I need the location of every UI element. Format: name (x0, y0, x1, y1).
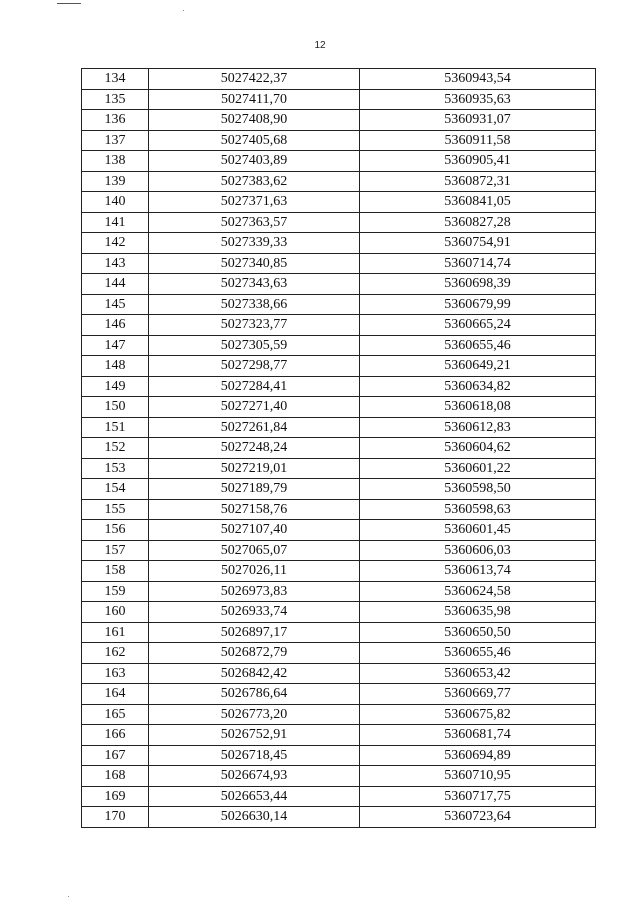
table-row (82, 151, 596, 172)
y-coordinate-cell: 5360635,98 (360, 602, 596, 623)
x-coordinate-cell: 5026933,74 (149, 602, 360, 623)
point-number-cell: 141 (82, 212, 149, 233)
point-number-cell: 169 (82, 786, 149, 807)
point-number-cell: 154 (82, 479, 149, 500)
x-coordinate-cell: 5026718,45 (149, 745, 360, 766)
y-coordinate-cell: 5360841,05 (360, 192, 596, 213)
table-row (82, 458, 596, 479)
table-row (82, 356, 596, 377)
y-coordinate-cell: 5360601,45 (360, 520, 596, 541)
y-coordinate-cell: 5360714,74 (360, 253, 596, 274)
point-number-cell: 134 (82, 69, 149, 90)
y-coordinate-cell: 5360655,46 (360, 335, 596, 356)
table-row (82, 540, 596, 561)
y-coordinate-cell: 5360905,41 (360, 151, 596, 172)
y-coordinate-cell: 5360613,74 (360, 561, 596, 582)
x-coordinate-cell: 5026786,64 (149, 684, 360, 705)
table-row (82, 725, 596, 746)
table-row (82, 499, 596, 520)
x-coordinate-cell: 5027339,33 (149, 233, 360, 254)
x-coordinate-cell: 5027305,59 (149, 335, 360, 356)
table-row (82, 335, 596, 356)
table-row (82, 253, 596, 274)
x-coordinate-cell: 5026897,17 (149, 622, 360, 643)
y-coordinate-cell: 5360694,89 (360, 745, 596, 766)
table-row (82, 479, 596, 500)
y-coordinate-cell: 5360681,74 (360, 725, 596, 746)
table-row (82, 397, 596, 418)
y-coordinate-cell: 5360624,58 (360, 581, 596, 602)
table-row (82, 110, 596, 131)
table-row (82, 274, 596, 295)
x-coordinate-cell: 5027298,77 (149, 356, 360, 377)
x-coordinate-cell: 5026842,42 (149, 663, 360, 684)
y-coordinate-cell: 5360655,46 (360, 643, 596, 664)
table-row (82, 520, 596, 541)
point-number-cell: 140 (82, 192, 149, 213)
x-coordinate-cell: 5026752,91 (149, 725, 360, 746)
point-number-cell: 165 (82, 704, 149, 725)
x-coordinate-cell: 5027403,89 (149, 151, 360, 172)
table-row (82, 602, 596, 623)
y-coordinate-cell: 5360935,63 (360, 89, 596, 110)
point-number-cell: 135 (82, 89, 149, 110)
x-coordinate-cell: 5027261,84 (149, 417, 360, 438)
x-coordinate-cell: 5027271,40 (149, 397, 360, 418)
y-coordinate-cell: 5360679,99 (360, 294, 596, 315)
x-coordinate-cell: 5027248,24 (149, 438, 360, 459)
y-coordinate-cell: 5360943,54 (360, 69, 596, 90)
table-row (82, 376, 596, 397)
table-row (82, 417, 596, 438)
point-number-cell: 153 (82, 458, 149, 479)
x-coordinate-cell: 5027383,62 (149, 171, 360, 192)
coordinates-table (81, 68, 596, 828)
table-row (82, 684, 596, 705)
point-number-cell: 150 (82, 397, 149, 418)
y-coordinate-cell: 5360612,83 (360, 417, 596, 438)
x-coordinate-cell: 5027405,68 (149, 130, 360, 151)
point-number-cell: 164 (82, 684, 149, 705)
table-row (82, 315, 596, 336)
point-number-cell: 167 (82, 745, 149, 766)
y-coordinate-cell: 5360827,28 (360, 212, 596, 233)
scan-edge-mark (57, 3, 81, 4)
y-coordinate-cell: 5360601,22 (360, 458, 596, 479)
x-coordinate-cell: 5026674,93 (149, 766, 360, 787)
table-row (82, 766, 596, 787)
x-coordinate-cell: 5027107,40 (149, 520, 360, 541)
y-coordinate-cell: 5360650,50 (360, 622, 596, 643)
point-number-cell: 148 (82, 356, 149, 377)
point-number-cell: 137 (82, 130, 149, 151)
point-number-cell: 155 (82, 499, 149, 520)
scan-speck (183, 10, 184, 11)
point-number-cell: 145 (82, 294, 149, 315)
point-number-cell: 159 (82, 581, 149, 602)
point-number-cell: 149 (82, 376, 149, 397)
y-coordinate-cell: 5360669,77 (360, 684, 596, 705)
table-row (82, 704, 596, 725)
table-row (82, 581, 596, 602)
x-coordinate-cell: 5026653,44 (149, 786, 360, 807)
table-row (82, 69, 596, 90)
table-row (82, 233, 596, 254)
x-coordinate-cell: 5027158,76 (149, 499, 360, 520)
point-number-cell: 168 (82, 766, 149, 787)
y-coordinate-cell: 5360606,03 (360, 540, 596, 561)
point-number-cell: 157 (82, 540, 149, 561)
table-row (82, 786, 596, 807)
x-coordinate-cell: 5027065,07 (149, 540, 360, 561)
table-row (82, 212, 596, 233)
table-row (82, 130, 596, 151)
table-row (82, 89, 596, 110)
y-coordinate-cell: 5360604,62 (360, 438, 596, 459)
x-coordinate-cell: 5026872,79 (149, 643, 360, 664)
table-row (82, 171, 596, 192)
x-coordinate-cell: 5027422,37 (149, 69, 360, 90)
x-coordinate-cell: 5027340,85 (149, 253, 360, 274)
x-coordinate-cell: 5027408,90 (149, 110, 360, 131)
x-coordinate-cell: 5027323,77 (149, 315, 360, 336)
point-number-cell: 143 (82, 253, 149, 274)
table-row (82, 745, 596, 766)
y-coordinate-cell: 5360653,42 (360, 663, 596, 684)
y-coordinate-cell: 5360634,82 (360, 376, 596, 397)
x-coordinate-cell: 5027284,41 (149, 376, 360, 397)
point-number-cell: 152 (82, 438, 149, 459)
y-coordinate-cell: 5360675,82 (360, 704, 596, 725)
y-coordinate-cell: 5360931,07 (360, 110, 596, 131)
point-number-cell: 142 (82, 233, 149, 254)
table-row (82, 622, 596, 643)
x-coordinate-cell: 5027219,01 (149, 458, 360, 479)
point-number-cell: 144 (82, 274, 149, 295)
point-number-cell: 138 (82, 151, 149, 172)
point-number-cell: 156 (82, 520, 149, 541)
point-number-cell: 158 (82, 561, 149, 582)
point-number-cell: 160 (82, 602, 149, 623)
y-coordinate-cell: 5360754,91 (360, 233, 596, 254)
table-row (82, 438, 596, 459)
x-coordinate-cell: 5027371,63 (149, 192, 360, 213)
point-number-cell: 151 (82, 417, 149, 438)
x-coordinate-cell: 5027338,66 (149, 294, 360, 315)
y-coordinate-cell: 5360698,39 (360, 274, 596, 295)
y-coordinate-cell: 5360710,95 (360, 766, 596, 787)
point-number-cell: 170 (82, 807, 149, 828)
x-coordinate-cell: 5026630,14 (149, 807, 360, 828)
x-coordinate-cell: 5027363,57 (149, 212, 360, 233)
y-coordinate-cell: 5360598,63 (360, 499, 596, 520)
y-coordinate-cell: 5360872,31 (360, 171, 596, 192)
x-coordinate-cell: 5027343,63 (149, 274, 360, 295)
y-coordinate-cell: 5360649,21 (360, 356, 596, 377)
point-number-cell: 166 (82, 725, 149, 746)
point-number-cell: 139 (82, 171, 149, 192)
table-row (82, 192, 596, 213)
table-row (82, 561, 596, 582)
x-coordinate-cell: 5027189,79 (149, 479, 360, 500)
y-coordinate-cell: 5360717,75 (360, 786, 596, 807)
point-number-cell: 162 (82, 643, 149, 664)
point-number-cell: 136 (82, 110, 149, 131)
table-row (82, 807, 596, 828)
x-coordinate-cell: 5027026,11 (149, 561, 360, 582)
scan-speck (68, 896, 69, 897)
x-coordinate-cell: 5027411,70 (149, 89, 360, 110)
table-row (82, 294, 596, 315)
point-number-cell: 161 (82, 622, 149, 643)
x-coordinate-cell: 5026773,20 (149, 704, 360, 725)
y-coordinate-cell: 5360665,24 (360, 315, 596, 336)
y-coordinate-cell: 5360618,08 (360, 397, 596, 418)
y-coordinate-cell: 5360911,58 (360, 130, 596, 151)
y-coordinate-cell: 5360598,50 (360, 479, 596, 500)
page-number: 12 (314, 40, 326, 51)
point-number-cell: 146 (82, 315, 149, 336)
point-number-cell: 163 (82, 663, 149, 684)
x-coordinate-cell: 5026973,83 (149, 581, 360, 602)
table-row (82, 663, 596, 684)
table-row (82, 643, 596, 664)
coordinates-table-body (82, 69, 596, 828)
point-number-cell: 147 (82, 335, 149, 356)
y-coordinate-cell: 5360723,64 (360, 807, 596, 828)
